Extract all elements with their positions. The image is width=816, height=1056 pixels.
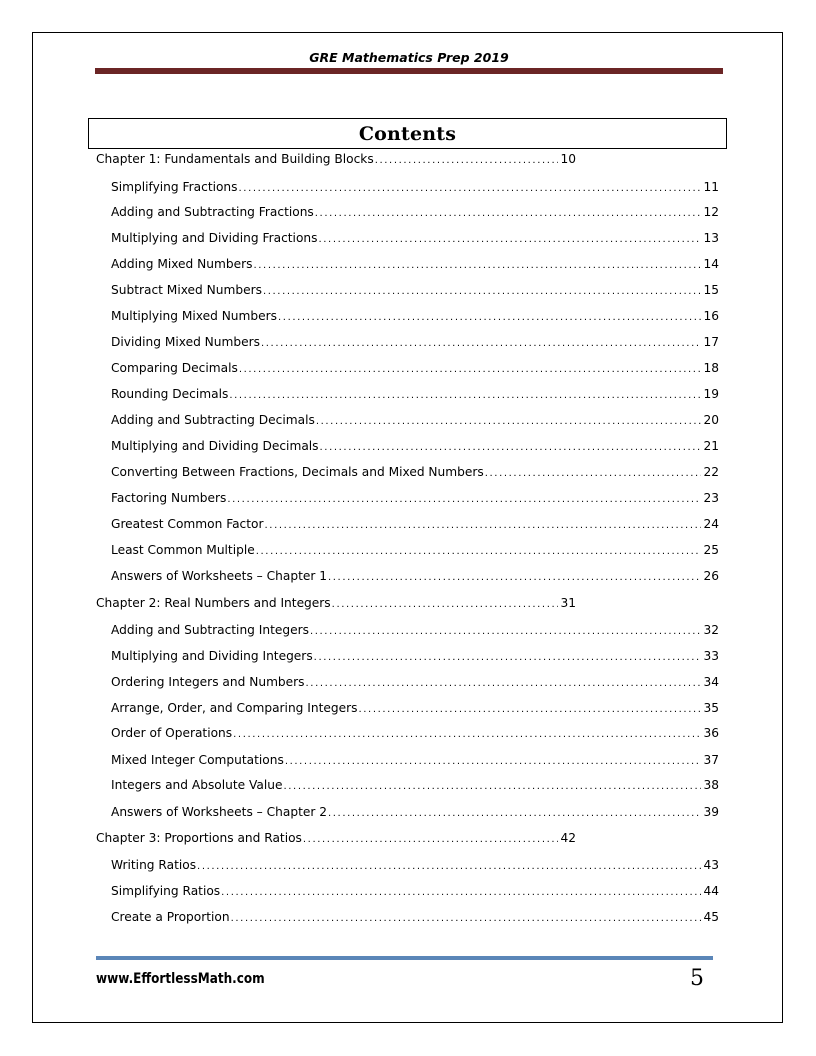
toc-entry-label: Adding and Subtracting Integers [111, 623, 309, 637]
toc-entry-label: Create a Proportion [111, 910, 230, 924]
dot-leader [375, 155, 559, 166]
dot-leader [318, 234, 701, 245]
toc-section-entry[interactable] [111, 517, 719, 531]
toc-entry-page: 25 [703, 543, 719, 557]
toc-entry-label: Chapter 3: Proportions and Ratios [96, 831, 302, 845]
toc-entry-page: 45 [703, 910, 719, 924]
toc-entry-page: 11 [703, 180, 719, 194]
dot-leader [197, 861, 701, 872]
toc-entry-page: 14 [703, 257, 719, 271]
toc-section-entry[interactable] [111, 858, 719, 872]
toc-section-entry[interactable] [111, 623, 719, 637]
dot-leader [263, 286, 702, 297]
toc-entry-label: Subtract Mixed Numbers [111, 283, 262, 297]
toc-entry-page: 44 [703, 884, 719, 898]
toc-entry-label: Integers and Absolute Value [111, 778, 283, 792]
toc-section-entry[interactable] [111, 569, 719, 583]
toc-entry-label: Writing Ratios [111, 858, 197, 872]
toc-entry-label: Multiplying and Dividing Fractions [111, 231, 318, 245]
toc-entry-page: 18 [703, 361, 719, 375]
dot-leader [261, 338, 702, 349]
dot-leader [278, 312, 701, 323]
toc-entry-page: 20 [703, 413, 719, 427]
toc-entry-page: 13 [703, 231, 719, 245]
toc-entry-page: 39 [703, 805, 719, 819]
dot-leader [265, 520, 702, 531]
dot-leader [231, 913, 702, 924]
toc-entry-label: Simplifying Ratios [111, 884, 221, 898]
toc-entry-label: Arrange, Order, and Comparing Integers [111, 701, 358, 715]
toc-entry-page: 23 [703, 491, 719, 505]
toc-entry-label: Multiplying Mixed Numbers [111, 309, 278, 323]
toc-entry-label: Multiplying and Dividing Decimals [111, 439, 319, 453]
dot-leader [315, 208, 702, 219]
toc-entry-page: 32 [703, 623, 719, 637]
dot-leader [229, 390, 701, 401]
toc-entry-label: Order of Operations [111, 726, 233, 740]
toc-entry-page: 22 [703, 465, 719, 479]
dot-leader [314, 652, 702, 663]
toc-entry-page: 33 [703, 649, 719, 663]
toc-entry-page: 10 [560, 152, 576, 166]
toc-entry-label: Chapter 2: Real Numbers and Integers [96, 596, 331, 610]
dot-leader [285, 756, 702, 767]
dot-leader [310, 626, 702, 637]
dot-leader [485, 468, 702, 479]
toc-entry-page: 16 [703, 309, 719, 323]
toc-entry-label: Answers of Worksheets – Chapter 2 [111, 805, 327, 819]
footer-rule [96, 956, 713, 960]
dot-leader [233, 729, 701, 740]
toc-section-entry[interactable] [111, 675, 719, 689]
toc-entry-label: Least Common Multiple [111, 543, 255, 557]
toc-entry-label: Answers of Worksheets – Chapter 1 [111, 569, 327, 583]
toc-entry-page: 31 [560, 596, 576, 610]
toc-section-entry[interactable] [111, 231, 719, 245]
toc-entry-page: 19 [703, 387, 719, 401]
toc-entry-label: Comparing Decimals [111, 361, 238, 375]
toc-section-entry[interactable] [111, 701, 719, 715]
dot-leader [328, 572, 701, 583]
dot-leader [328, 808, 701, 819]
toc-entry-label: Adding Mixed Numbers [111, 257, 253, 271]
contents-title: Contents [358, 122, 457, 145]
toc-entry-page: 37 [703, 753, 719, 767]
toc-entry-label: Factoring Numbers [111, 491, 227, 505]
toc-entry-label: Mixed Integer Computations [111, 753, 284, 767]
toc-section-entry[interactable] [111, 309, 719, 323]
page-number: 5 [690, 966, 704, 991]
toc-section-entry[interactable] [111, 205, 719, 219]
toc-chapter-entry[interactable] [96, 831, 576, 845]
toc-entry-label: Converting Between Fractions, Decimals and Mixed Numbers [111, 465, 484, 479]
running-header-title: GRE Mathematics Prep 2019 [309, 50, 509, 65]
toc-entry-label: Rounding Decimals [111, 387, 229, 401]
toc-section-entry[interactable] [111, 180, 719, 194]
toc-section-entry[interactable] [111, 778, 719, 792]
dot-leader [303, 834, 559, 845]
toc-section-entry[interactable] [111, 491, 719, 505]
dot-leader [239, 183, 702, 194]
toc-section-entry[interactable] [111, 649, 719, 663]
toc-entry-page: 35 [703, 701, 719, 715]
toc-section-entry[interactable] [111, 387, 719, 401]
dot-leader [358, 704, 701, 715]
toc-entry-page: 12 [703, 205, 719, 219]
footer-website[interactable]: www.EffortlessMath.com [96, 971, 265, 987]
toc-section-entry[interactable] [111, 257, 719, 271]
toc-entry-label: Multiplying and Dividing Integers [111, 649, 313, 663]
toc-entry-page: 36 [703, 726, 719, 740]
toc-section-entry[interactable] [111, 283, 719, 297]
toc-chapter-entry[interactable] [96, 596, 576, 610]
toc-section-entry[interactable] [111, 413, 719, 427]
toc-section-entry[interactable] [111, 361, 719, 375]
toc-section-entry[interactable] [111, 543, 719, 557]
dot-leader [306, 678, 702, 689]
dot-leader [316, 416, 702, 427]
dot-leader [283, 781, 701, 792]
toc-entry-page: 43 [703, 858, 719, 872]
toc-entry-label: Adding and Subtracting Fractions [111, 205, 314, 219]
dot-leader [227, 494, 701, 505]
toc-entry-page: 17 [703, 335, 719, 349]
toc-entry-label: Greatest Common Factor [111, 517, 264, 531]
toc-section-entry[interactable] [111, 805, 719, 819]
toc-entry-page: 24 [703, 517, 719, 531]
dot-leader [320, 442, 702, 453]
toc-section-entry[interactable] [111, 753, 719, 767]
toc-section-entry[interactable] [111, 439, 719, 453]
toc-entry-page: 34 [703, 675, 719, 689]
toc-entry-label: Chapter 1: Fundamentals and Building Blocks [96, 152, 374, 166]
toc-entry-page: 21 [703, 439, 719, 453]
toc-chapter-entry[interactable] [96, 152, 576, 166]
toc-section-entry[interactable] [111, 335, 719, 349]
toc-entry-page: 42 [560, 831, 576, 845]
toc-entry-page: 15 [703, 283, 719, 297]
dot-leader [221, 887, 701, 898]
dot-leader [239, 364, 702, 375]
dot-leader [253, 260, 701, 271]
toc-entry-label: Simplifying Fractions [111, 180, 238, 194]
toc-entry-label: Dividing Mixed Numbers [111, 335, 260, 349]
toc-entry-label: Adding and Subtracting Decimals [111, 413, 315, 427]
dot-leader [332, 599, 559, 610]
toc-entry-page: 26 [703, 569, 719, 583]
toc-section-entry[interactable] [111, 910, 719, 924]
toc-section-entry[interactable] [111, 726, 719, 740]
toc-entry-page: 38 [703, 778, 719, 792]
contents-heading-box [88, 118, 727, 149]
toc-section-entry[interactable] [111, 465, 719, 479]
dot-leader [256, 546, 702, 557]
toc-section-entry[interactable] [111, 884, 719, 898]
toc-entry-label: Ordering Integers and Numbers [111, 675, 305, 689]
header-rule [95, 68, 723, 74]
